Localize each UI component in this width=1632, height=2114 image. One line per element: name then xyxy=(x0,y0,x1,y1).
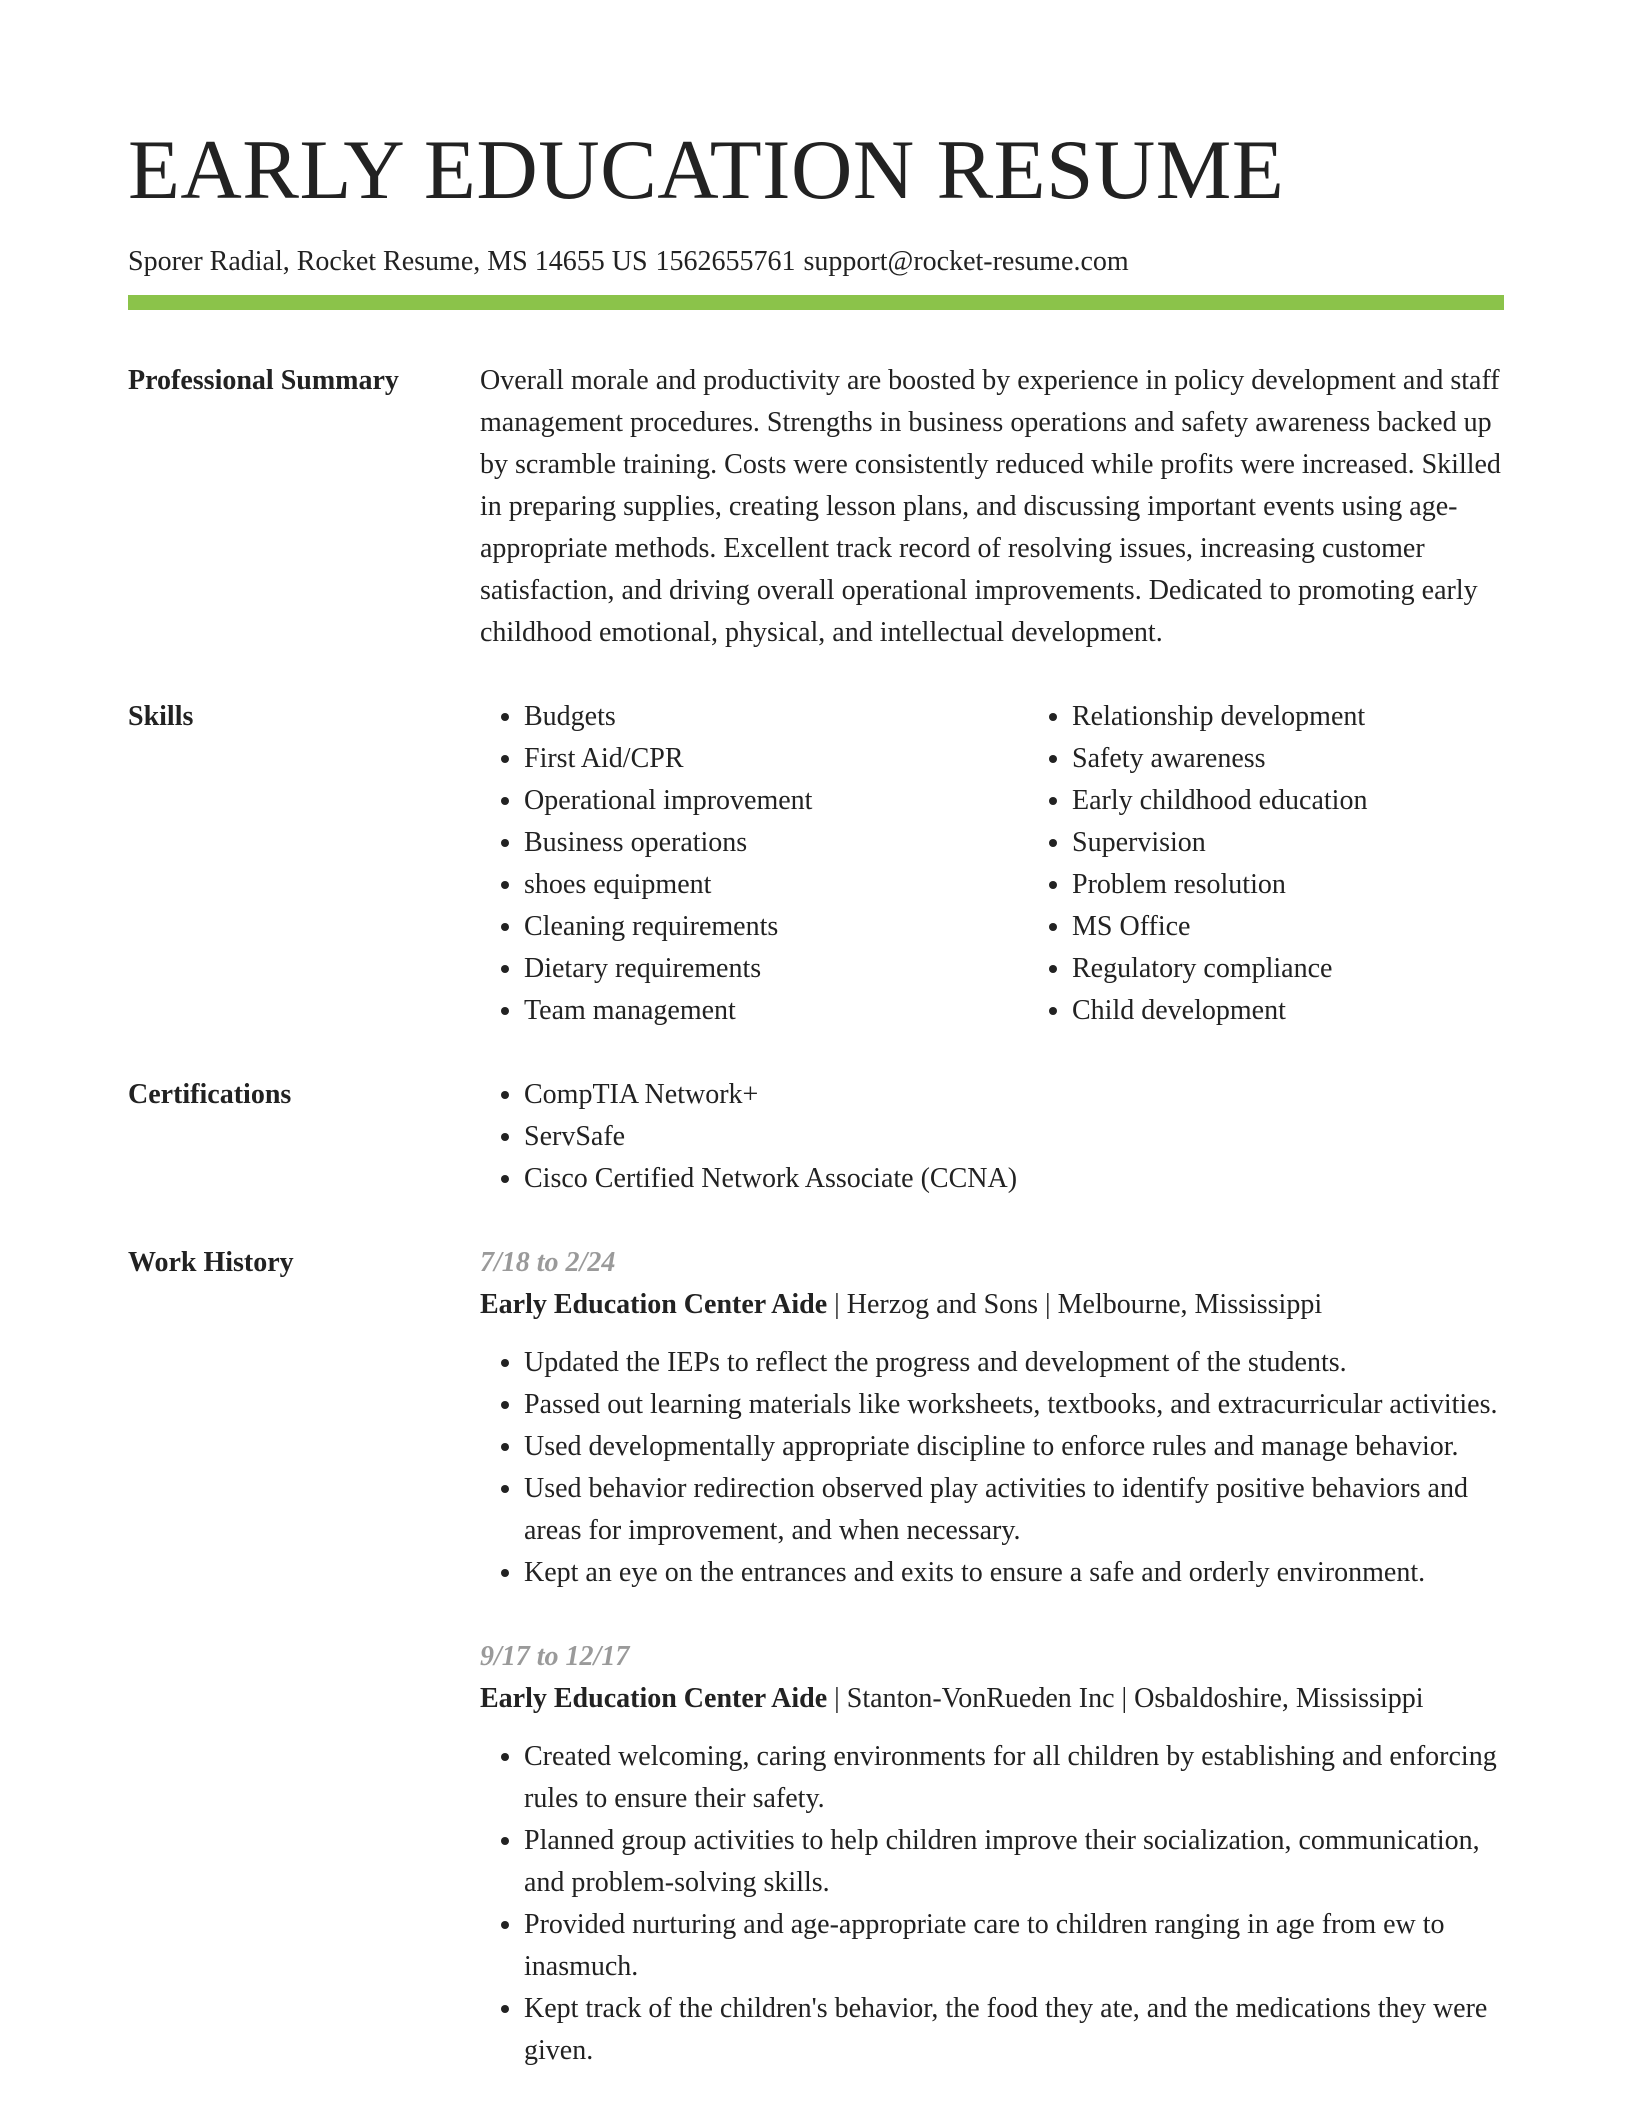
certification-item: • ServSafe xyxy=(524,1116,1504,1158)
job-dates: 9/17 to 12/17 xyxy=(480,1641,630,1672)
job-title: Early Education Center Aide xyxy=(480,1683,828,1714)
skill-item: • Supervision xyxy=(1072,822,1367,864)
skill-item: • MS Office xyxy=(1072,906,1367,948)
skill-item: • Child development xyxy=(1072,990,1367,1032)
accent-divider xyxy=(128,295,1504,310)
skill-item: • Safety awareness xyxy=(1072,738,1367,780)
skill-item: • Business operations xyxy=(524,822,1028,864)
skill-item: • Cleaning requirements xyxy=(524,906,1028,948)
certifications-list xyxy=(480,1074,1504,1200)
skill-item: • Operational improvement xyxy=(524,780,1028,822)
job-bullet: • Kept an eye on the entrances and exits to ensure a safe and orderly environment. xyxy=(524,1552,1504,1594)
contact-line xyxy=(128,243,1504,281)
job-bullet: • Used behavior redirection observed play activities to identify positive behaviors and areas for improvement, and when necessary. xyxy=(524,1468,1504,1552)
section-title-skills: Skills xyxy=(128,701,194,732)
skills-list-left xyxy=(480,696,1028,1032)
contact-phone: 1562655761 xyxy=(655,246,796,277)
job-bullet: • Kept track of the children's behavior, the food they ate, and the medications they were given. xyxy=(524,1988,1504,2072)
skill-item: • Regulatory compliance xyxy=(1072,948,1367,990)
certification-item: • Cisco Certified Network Associate (CCNA) xyxy=(524,1158,1504,1200)
skills-list-right xyxy=(1028,696,1367,1032)
job-bullets xyxy=(480,1736,1504,2072)
certifications-section xyxy=(128,1074,1504,1200)
skills-section xyxy=(128,696,1504,1032)
job-heading xyxy=(480,1284,1504,1326)
job-company-location: | Herzog and Sons | Melbourne, Mississippi xyxy=(827,1289,1323,1320)
skill-item: • Early childhood education xyxy=(1072,780,1367,822)
summary-text: Overall morale and productivity are boosted by experience in policy development and staff management procedures. Strengths in business operations and safety awareness backed up by scramble training. Costs were consistently reduced while profits were increased. Skilled in preparing supplies, creating lesson plans, and discussing important events using age-appropriate methods. Excellent track record of resolving issues, increasing customer satisfaction, and driving overall operational improvements. Dedicated to promoting early childhood emotional, physical, and intellectual development. xyxy=(480,365,1501,648)
job-heading xyxy=(480,1678,1504,1720)
job-entry xyxy=(480,1636,1504,2072)
job-company-location: | Stanton-VonRueden Inc | Osbaldoshire, Mississippi xyxy=(827,1683,1424,1714)
job-bullet: • Passed out learning materials like worksheets, textbooks, and extracurricular activities. xyxy=(524,1384,1504,1426)
job-title: Early Education Center Aide xyxy=(480,1289,828,1320)
section-title-summary: Professional Summary xyxy=(128,365,399,396)
job-dates: 7/18 to 2/24 xyxy=(480,1247,616,1278)
certification-item: • CompTIA Network+ xyxy=(524,1074,1504,1116)
resume-name: EARLY EDUCATION RESUME xyxy=(128,123,1285,217)
job-bullet: • Used developmentally appropriate discipline to enforce rules and manage behavior. xyxy=(524,1426,1504,1468)
skill-item: • Team management xyxy=(524,990,1028,1032)
job-entry xyxy=(480,1242,1504,1594)
job-bullet: • Planned group activities to help children improve their socialization, communication, and problem-solving skills. xyxy=(524,1820,1504,1904)
skill-item: • Budgets xyxy=(524,696,1028,738)
summary-section xyxy=(128,360,1504,654)
contact-address: Sporer Radial, Rocket Resume, MS 14655 US xyxy=(128,246,648,277)
section-title-work-history: Work History xyxy=(128,1247,294,1278)
job-bullet: • Created welcoming, caring environments for all children by establishing and enforcing rules to ensure their safety. xyxy=(524,1736,1504,1820)
work-history-section xyxy=(128,1242,1504,2114)
skill-item: • Problem resolution xyxy=(1072,864,1367,906)
skill-item: • First Aid/CPR xyxy=(524,738,1028,780)
job-bullet: • Updated the IEPs to reflect the progress and development of the students. xyxy=(524,1342,1504,1384)
skill-item: • shoes equipment xyxy=(524,864,1028,906)
section-title-certifications: Certifications xyxy=(128,1079,292,1110)
job-bullet: • Provided nurturing and age-appropriate care to children ranging in age from ew to inasmuch. xyxy=(524,1904,1504,1988)
resume-page xyxy=(128,0,1504,2114)
skill-item: • Relationship development xyxy=(1072,696,1367,738)
skill-item: • Dietary requirements xyxy=(524,948,1028,990)
contact-email[interactable]: support@rocket-resume.com xyxy=(803,246,1129,277)
job-bullets xyxy=(480,1342,1504,1594)
